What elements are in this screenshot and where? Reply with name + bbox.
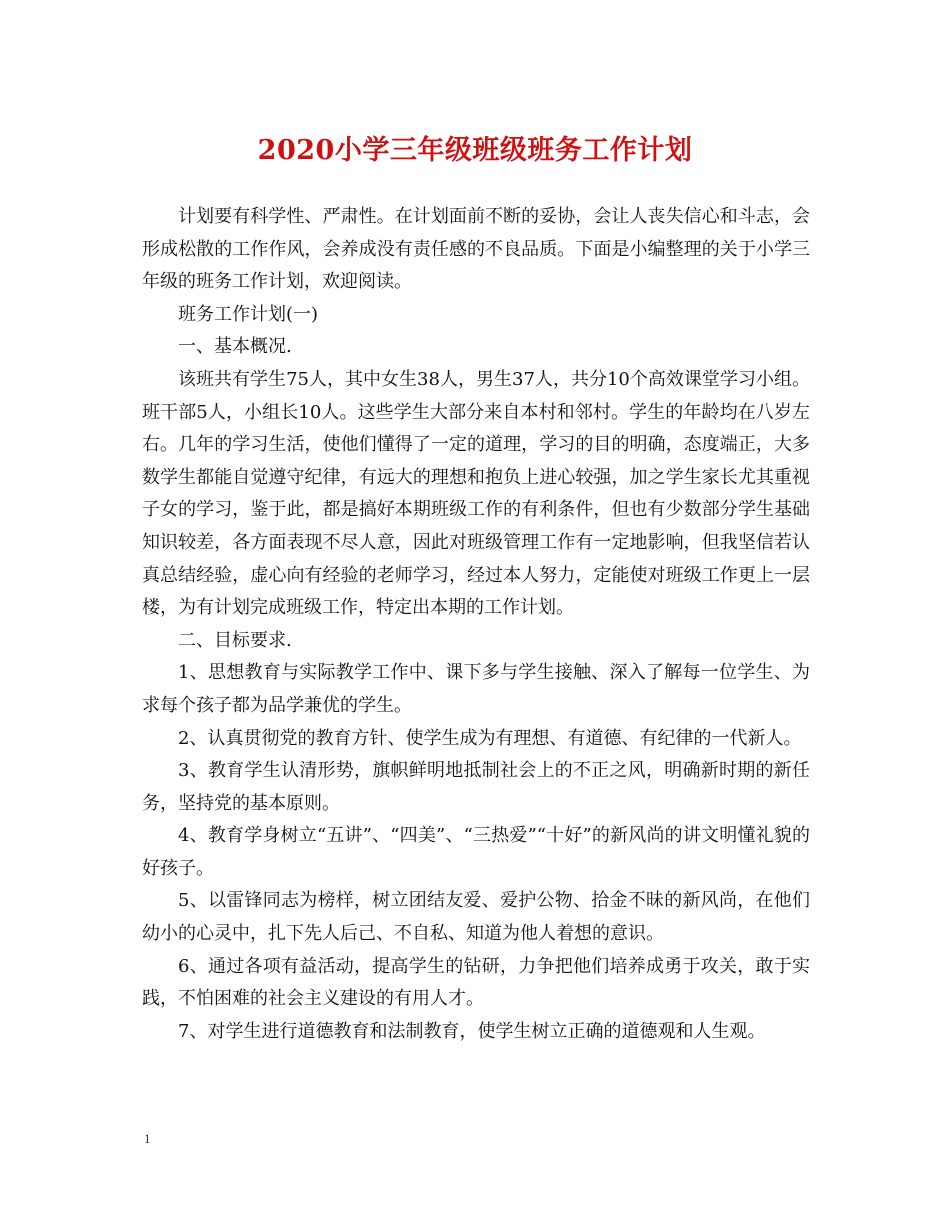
paragraph-goal-6: 6、通过各项有益活动，提高学生的钻研，力争把他们培养成勇于攻关，敢于实践，不怕困难的社会主义建设的有用人才。 — [142, 955, 810, 1010]
paragraph-goal-4: 4、教育学身树立“五讲”、“四美”、“三热爱”“十好”的新风尚的讲文明懂礼貌的好孩子。 — [142, 825, 810, 879]
paragraph-goal-2: 2、认真贯彻党的教育方针、使学生成为有理想、有道德、有纪律的一代新人。 — [178, 727, 802, 749]
document-body — [142, 201, 810, 1048]
page-number: 1 — [144, 1131, 151, 1146]
paragraph-goal-7: 7、对学生进行道德教育和法制教育，使学生树立正确的道德观和人生观。 — [178, 1020, 766, 1042]
paragraph-section-overview: 一、基本概况. — [178, 336, 292, 358]
paragraph-section-goals: 二、目标要求. — [178, 629, 292, 651]
paragraph-intro: 计划要有科学性、严肃性。在计划面前不断的妥协，会让人丧失信心和斗志，会形成松散的工作作风，会养成没有责任感的不良品质。下面是小编整理的关于小学三年级的班务工作计划，欢迎阅读。 — [142, 206, 810, 293]
document-title: 2020小学三年级班级班务工作计划 — [257, 135, 693, 166]
paragraph-goal-5: 5、以雷锋同志为榜样，树立团结友爱、爱护公物、拾金不昧的新风尚，在他们幼小的心灵中，扎下先人后己、不自私、知道为他人着想的意识。 — [142, 890, 810, 945]
paragraph-goal-1: 1、思想教育与实际教学工作中、课下多与学生接触、深入了解每一位学生、为求每个孩子都为品学兼优的学生。 — [142, 662, 810, 716]
paragraph-goal-3: 3、教育学生认清形势，旗帜鲜明地抵制社会上的不正之风，明确新时期的新任务，坚持党的基本原则。 — [142, 760, 810, 814]
paragraph-plan-heading: 班务工作计划(一) — [178, 303, 319, 325]
paragraph-overview-body: 该班共有学生75人，其中女生38人，男生37人，共分10个高效课堂学习小组。班干部5人，小组长10人。这些学生大部分来自本村和邻村。学生的年龄均在八岁左右。几年的学习生活，使他们懂得了一定的道理，学习的目的明确，态度端正，大多数学生都能自觉遵守纪律，有远大的理想和抱负上进心较强，加之学生家长尤其重视子女的学习，鉴于此，都是搞好本期班级工作的有利条件，但也有少数部分学生基础知识较差，各方面表现不尽人意，因此对班级管理工作有一定地影响，但我坚信若认真总结经验，虚心向有经验的老师学习，经过本人努力，定能使对班级工作更上一层楼，为有计划完成班级工作，特定出本期的工作计划。 — [142, 368, 810, 619]
